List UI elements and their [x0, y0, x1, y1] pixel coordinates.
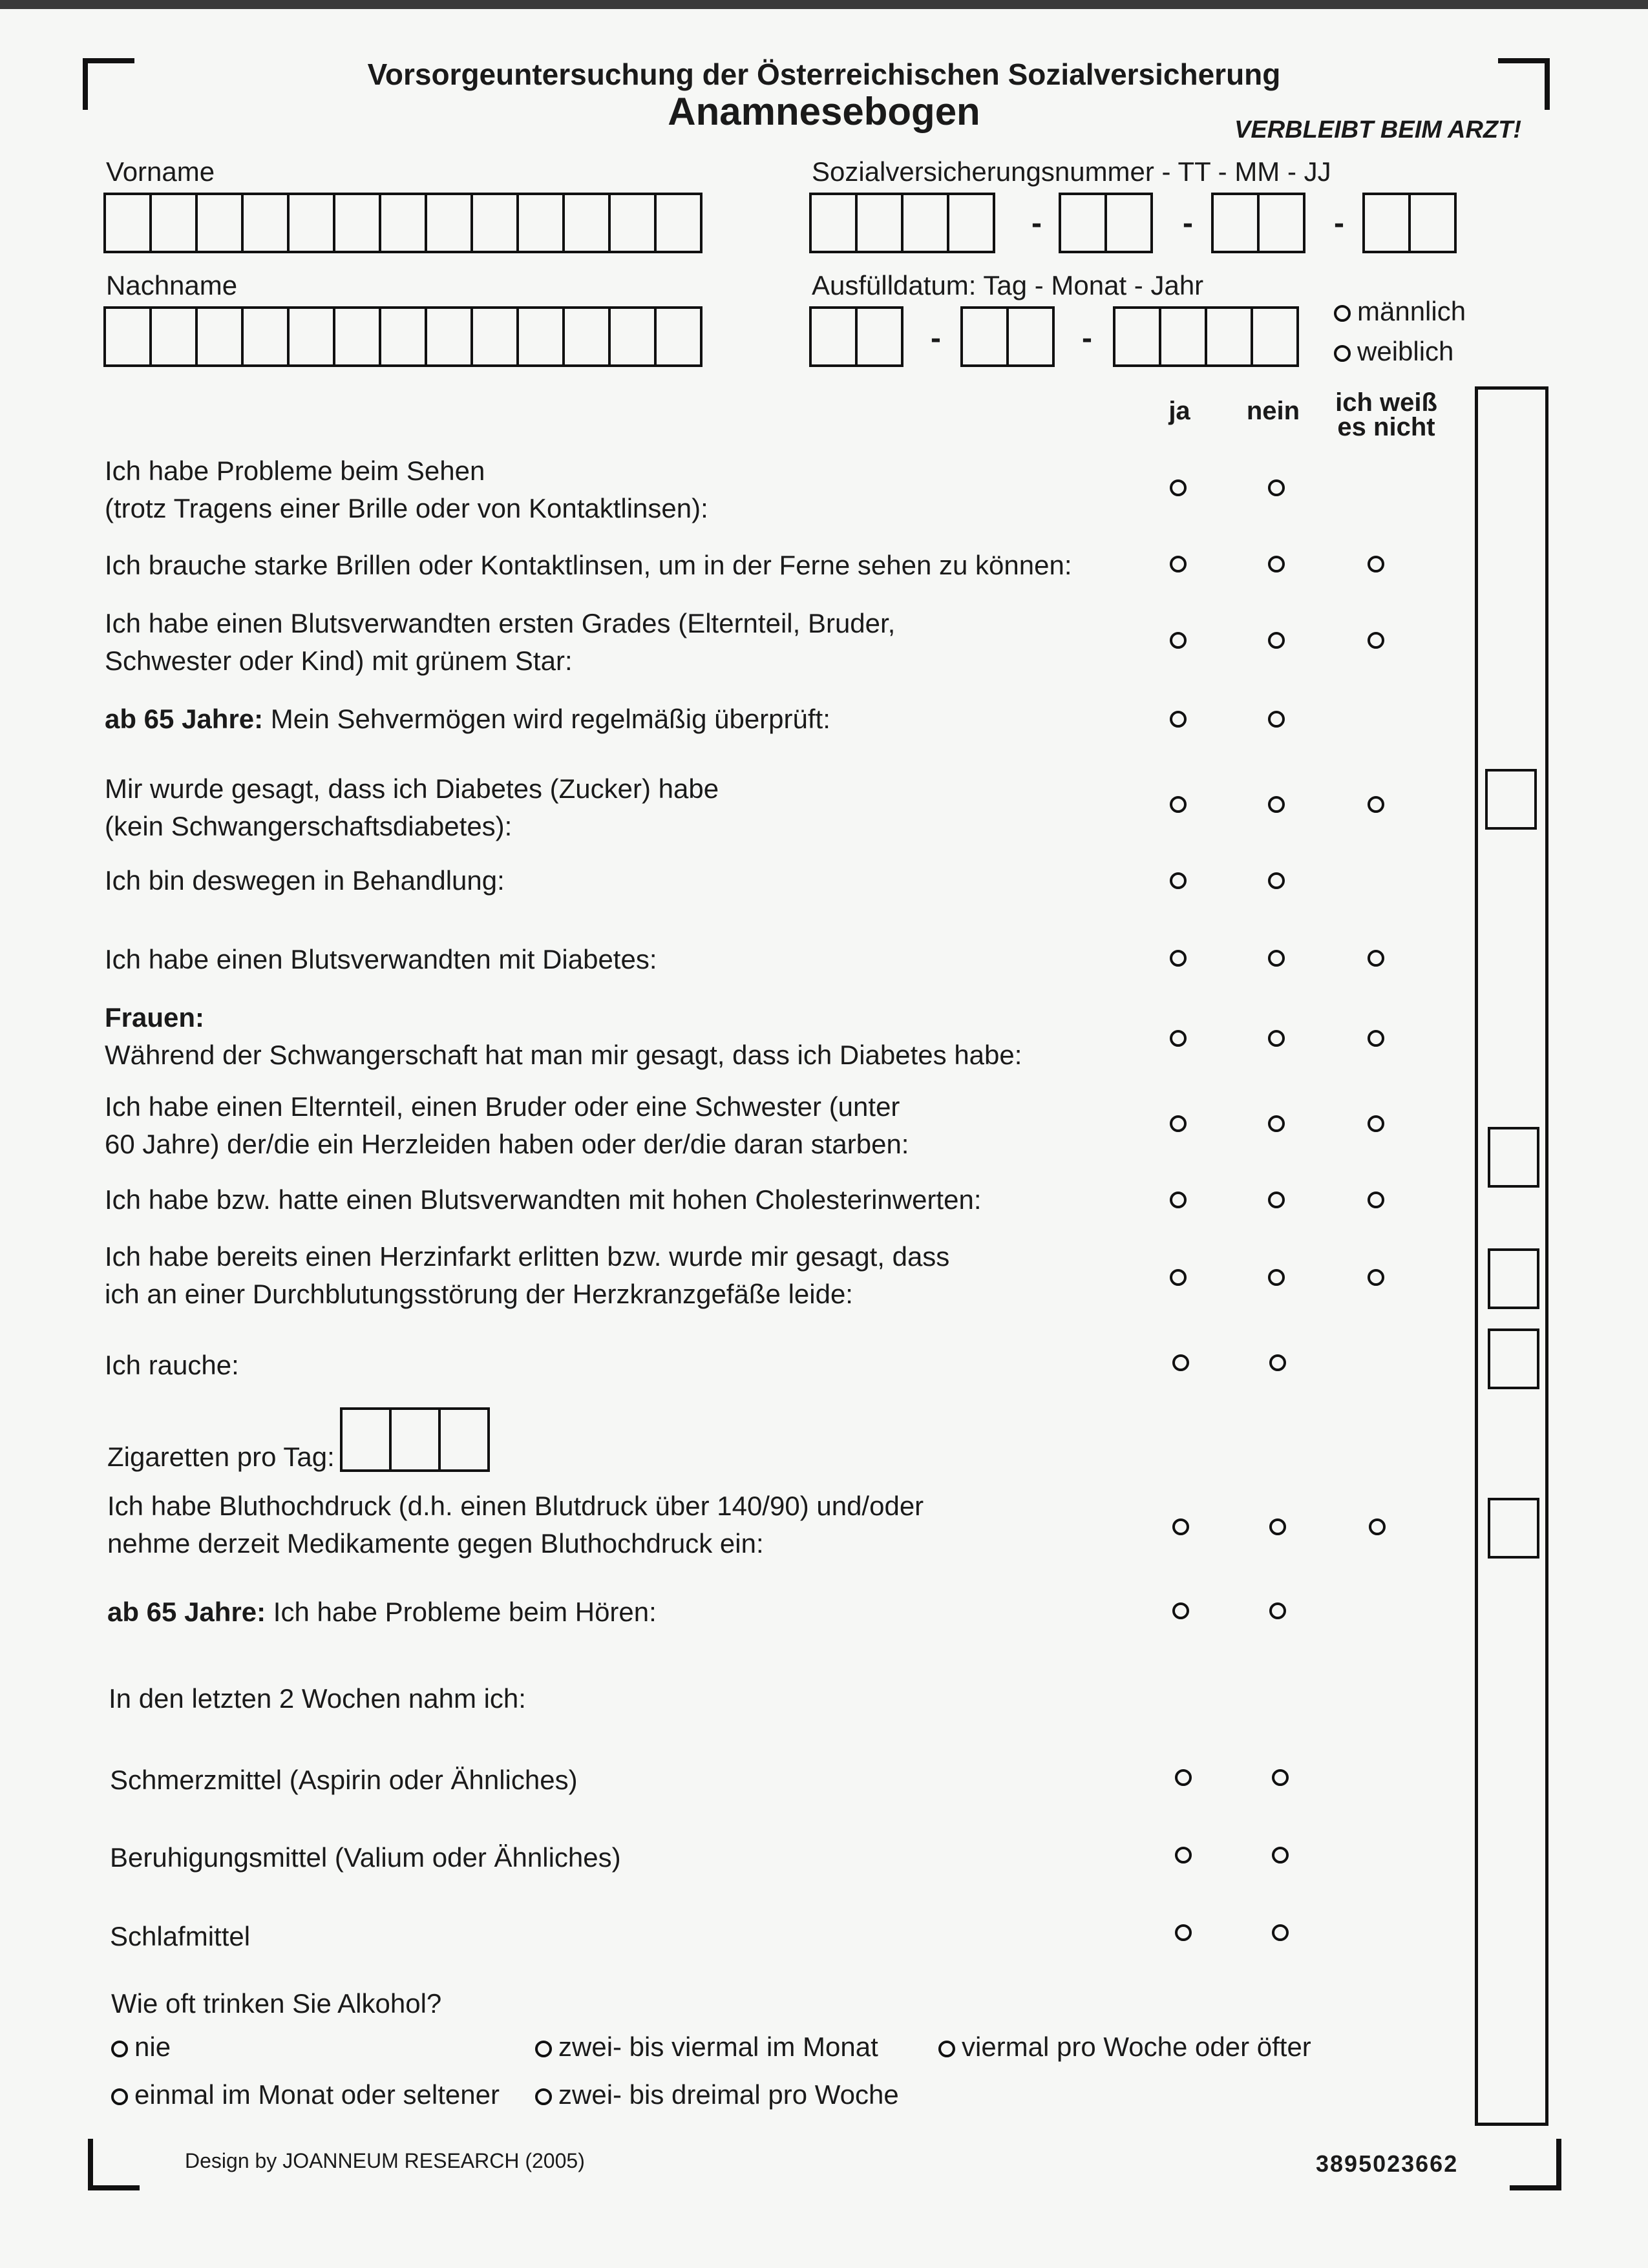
gender-male-option[interactable]	[1334, 296, 1466, 327]
datum-year-cell[interactable]	[1251, 306, 1299, 367]
answer-nein-radio[interactable]	[1268, 950, 1285, 967]
vorname-cell[interactable]	[608, 193, 657, 253]
question-behandlung	[105, 862, 505, 899]
question-medikamente-heading	[109, 1680, 526, 1717]
answer-unknown-radio[interactable]	[1368, 1030, 1384, 1047]
notice-text: VERBLEIBT BEIM ARZT!	[1234, 116, 1522, 143]
nachname-cell[interactable]	[195, 306, 244, 367]
nachname-cell[interactable]	[103, 306, 152, 367]
question-herzinfarkt	[105, 1238, 949, 1313]
answer-nein-radio[interactable]	[1268, 872, 1285, 889]
question-text: Beruhigungsmittel (Valium oder Ähnliches)	[110, 1842, 621, 1873]
col-header-line2: es nicht	[1337, 413, 1435, 441]
col-header-ja: ja	[1168, 397, 1190, 425]
nachname-cell[interactable]	[562, 306, 611, 367]
svnr-year-cell[interactable]	[1362, 193, 1411, 253]
answer-ja-radio[interactable]	[1175, 1847, 1192, 1864]
side-box[interactable]	[1485, 769, 1537, 830]
radio-circle-icon	[938, 2041, 955, 2057]
answer-ja-radio[interactable]	[1170, 711, 1187, 728]
form-subtitle: Anamnesebogen	[668, 90, 980, 133]
answer-ja-radio[interactable]	[1170, 1115, 1187, 1132]
gender-female-label: weiblich	[1357, 336, 1454, 366]
radio-circle-icon	[111, 2041, 128, 2057]
scan-top-edge	[0, 0, 1648, 9]
vorname-cell[interactable]	[654, 193, 703, 253]
question-text: Während der Schwangerschaft hat man mir gesagt, dass ich Diabetes habe:	[105, 1040, 1022, 1070]
answer-nein-radio[interactable]	[1272, 1769, 1289, 1786]
datum-year-boxes[interactable]	[1115, 306, 1299, 367]
nachname-cell[interactable]	[241, 306, 290, 367]
col-header-line1: ich weiß	[1335, 388, 1437, 417]
form-code: 3895023662	[1316, 2150, 1459, 2177]
question-text: Schwester oder Kind) mit grünem Star:	[105, 646, 573, 676]
side-box[interactable]	[1488, 1498, 1539, 1559]
question-text: Ich habe bzw. hatte einen Blutsverwandten mit hohen Cholesterinwerten:	[105, 1184, 982, 1215]
svnr-year-boxes[interactable]	[1365, 193, 1457, 253]
question-sehen	[105, 452, 708, 527]
vorname-cell[interactable]	[287, 193, 335, 253]
question-rauchen	[105, 1347, 239, 1384]
datum-day-cell[interactable]	[809, 306, 858, 367]
question-text: Ich habe einen Blutsverwandten ersten Grades (Elternteil, Bruder,	[105, 608, 896, 638]
nachname-cell[interactable]	[149, 306, 198, 367]
answer-unknown-radio[interactable]	[1368, 1192, 1384, 1208]
alcohol-question: Wie oft trinken Sie Alkohol?	[111, 1988, 442, 2019]
nachname-cell[interactable]	[379, 306, 427, 367]
answer-nein-radio[interactable]	[1268, 1115, 1285, 1132]
answer-nein-radio[interactable]	[1269, 1518, 1286, 1535]
question-bluthochdruck	[107, 1487, 924, 1562]
side-box[interactable]	[1488, 1127, 1539, 1188]
question-schlafmittel	[110, 1918, 250, 1955]
question-text: Schlafmittel	[110, 1921, 251, 1951]
answer-nein-radio[interactable]	[1269, 1354, 1286, 1371]
answer-nein-radio[interactable]	[1268, 479, 1285, 496]
question-text: Ich habe Probleme beim Hören:	[266, 1597, 657, 1627]
question-text: Ich bin deswegen in Behandlung:	[105, 865, 505, 896]
radio-circle-icon	[1334, 345, 1351, 362]
question-text: In den letzten 2 Wochen nahm ich:	[109, 1683, 526, 1714]
side-box[interactable]	[1488, 1248, 1539, 1309]
answer-ja-radio[interactable]	[1172, 1518, 1189, 1535]
vorname-boxes[interactable]	[106, 193, 703, 253]
answer-nein-radio[interactable]	[1268, 632, 1285, 649]
question-herzleiden-familie	[105, 1088, 909, 1163]
nachname-cell[interactable]	[333, 306, 381, 367]
vorname-cell[interactable]	[333, 193, 381, 253]
answer-unknown-radio[interactable]	[1368, 556, 1384, 572]
side-box[interactable]	[1488, 1328, 1539, 1389]
answer-unknown-radio[interactable]	[1368, 1115, 1384, 1132]
svnr-dash: -	[1183, 206, 1193, 240]
col-header-ich-weiss-es-nicht	[1325, 390, 1448, 439]
svnr-cell[interactable]	[855, 193, 903, 253]
nachname-cell[interactable]	[516, 306, 565, 367]
question-beruhigungsmittel	[110, 1839, 621, 1876]
answer-nein-radio[interactable]	[1268, 711, 1285, 728]
zigaretten-cell[interactable]	[340, 1407, 392, 1472]
question-text: 60 Jahre) der/die ein Herzleiden haben oder der/die daran starben:	[105, 1129, 909, 1159]
radio-circle-icon	[535, 2041, 552, 2057]
question-text: Mir wurde gesagt, dass ich Diabetes (Zucker) habe	[105, 773, 719, 804]
svnr-month-cell[interactable]	[1211, 193, 1260, 253]
answer-unknown-radio[interactable]	[1368, 950, 1384, 967]
answer-ja-radio[interactable]	[1170, 479, 1187, 496]
nachname-cell[interactable]	[470, 306, 519, 367]
alcohol-option-zwei-bis-dreimal-woche[interactable]	[535, 2079, 899, 2110]
nachname-boxes[interactable]	[106, 306, 703, 367]
corner-mark-bottom-right	[1510, 2139, 1561, 2190]
answer-ja-radio[interactable]	[1175, 1769, 1192, 1786]
nachname-cell[interactable]	[425, 306, 473, 367]
question-text: Ich habe Probleme beim Sehen	[105, 456, 485, 486]
nachname-cell[interactable]	[287, 306, 335, 367]
zigaretten-boxes[interactable]	[343, 1407, 490, 1472]
svnr-label: Sozialversicherungsnummer - TT - MM - JJ	[812, 156, 1331, 187]
question-hoeren	[107, 1593, 657, 1631]
question-text: Mein Sehvermögen wird regelmäßig überprüft:	[263, 704, 830, 734]
question-text: Ich rauche:	[105, 1350, 239, 1380]
question-gruener-star	[105, 605, 895, 680]
svnr-cell[interactable]	[809, 193, 858, 253]
question-text: Ich habe einen Elternteil, einen Bruder oder eine Schwester (unter	[105, 1091, 900, 1122]
nachname-cell[interactable]	[608, 306, 657, 367]
option-label: zwei- bis viermal im Monat	[558, 2032, 878, 2062]
datum-month-boxes[interactable]	[963, 306, 1055, 367]
answer-ja-radio[interactable]	[1170, 1269, 1187, 1286]
alcohol-option-einmal-monat[interactable]	[111, 2079, 500, 2110]
alcohol-option-viermal-woche[interactable]	[938, 2032, 1311, 2063]
svnr-day-boxes[interactable]	[1061, 193, 1153, 253]
question-text: (kein Schwangerschaftsdiabetes):	[105, 811, 512, 841]
answer-ja-radio[interactable]	[1170, 872, 1187, 889]
vorname-cell[interactable]	[425, 193, 473, 253]
answer-ja-radio[interactable]	[1170, 632, 1187, 649]
vorname-cell[interactable]	[195, 193, 244, 253]
answer-unknown-radio[interactable]	[1369, 1518, 1386, 1535]
answer-nein-radio[interactable]	[1268, 1269, 1285, 1286]
gender-female-option[interactable]	[1334, 336, 1453, 367]
vorname-cell[interactable]	[241, 193, 290, 253]
answer-ja-radio[interactable]	[1170, 796, 1187, 813]
alcohol-option-nie[interactable]	[111, 2032, 171, 2063]
answer-unknown-radio[interactable]	[1368, 632, 1384, 649]
option-label: einmal im Monat oder seltener	[134, 2079, 500, 2110]
datum-month-cell[interactable]	[1006, 306, 1055, 367]
question-diabetes	[105, 770, 719, 845]
question-schmerzmittel	[110, 1761, 578, 1799]
option-label: zwei- bis dreimal pro Woche	[558, 2079, 899, 2110]
radio-circle-icon	[111, 2088, 128, 2105]
nachname-label: Nachname	[106, 270, 238, 300]
answer-ja-radio[interactable]	[1170, 556, 1187, 572]
radio-circle-icon	[1334, 305, 1351, 322]
vorname-cell[interactable]	[103, 193, 152, 253]
zigaretten-cell[interactable]	[389, 1407, 441, 1472]
vorname-label: Vorname	[106, 156, 215, 187]
answer-unknown-radio[interactable]	[1368, 796, 1384, 813]
col-header-nein: nein	[1246, 397, 1300, 425]
answer-nein-radio[interactable]	[1268, 556, 1285, 572]
datum-dash: -	[1082, 321, 1092, 355]
svnr-month-boxes[interactable]	[1214, 193, 1305, 253]
answer-ja-radio[interactable]	[1170, 1030, 1187, 1047]
answer-nein-radio[interactable]	[1272, 1847, 1289, 1864]
gender-male-label: männlich	[1357, 296, 1466, 326]
form-title: Vorsorgeuntersuchung der Österreichischen Sozialversicherung	[367, 58, 1281, 91]
question-text: Ich habe einen Blutsverwandten mit Diabetes:	[105, 944, 657, 974]
svnr-month-cell[interactable]	[1257, 193, 1305, 253]
radio-circle-icon	[535, 2088, 552, 2105]
svnr-dash: -	[1031, 206, 1042, 240]
datum-day-boxes[interactable]	[812, 306, 903, 367]
vorname-cell[interactable]	[470, 193, 519, 253]
question-text: ich an einer Durchblutungsstörung der Herzkranzgefäße leide:	[105, 1279, 853, 1309]
answer-ja-radio[interactable]	[1172, 1602, 1189, 1619]
vorname-cell[interactable]	[516, 193, 565, 253]
question-text: Ich habe bereits einen Herzinfarkt erlitten bzw. wurde mir gesagt, dass	[105, 1241, 950, 1272]
svnr-cell[interactable]	[947, 193, 995, 253]
svnr-number-boxes[interactable]	[812, 193, 995, 253]
datum-label: Ausfülldatum: Tag - Monat - Jahr	[812, 270, 1204, 300]
alcohol-option-zwei-bis-viermal-monat[interactable]	[535, 2032, 878, 2063]
datum-month-cell[interactable]	[960, 306, 1009, 367]
datum-day-cell[interactable]	[855, 306, 903, 367]
question-text: Schmerzmittel (Aspirin oder Ähnliches)	[110, 1765, 578, 1795]
question-bold-prefix: ab 65 Jahre:	[107, 1597, 266, 1627]
question-schwangerschaft	[105, 999, 1022, 1074]
answer-unknown-radio[interactable]	[1368, 1269, 1384, 1286]
answer-ja-radio[interactable]	[1170, 950, 1187, 967]
nachname-cell[interactable]	[654, 306, 703, 367]
vorname-cell[interactable]	[149, 193, 198, 253]
question-text: (trotz Tragens einer Brille oder von Kontaktlinsen):	[105, 493, 708, 523]
answer-nein-radio[interactable]	[1268, 1030, 1285, 1047]
option-label: viermal pro Woche oder öfter	[962, 2032, 1311, 2062]
datum-year-cell[interactable]	[1159, 306, 1207, 367]
answer-ja-radio[interactable]	[1172, 1354, 1189, 1371]
question-text: Ich habe Bluthochdruck (d.h. einen Blutdruck über 140/90) und/oder	[107, 1491, 924, 1521]
question-zigaretten	[107, 1438, 335, 1476]
question-cholesterin	[105, 1181, 982, 1219]
answer-ja-radio[interactable]	[1175, 1924, 1192, 1941]
question-brille	[105, 547, 1072, 584]
answer-nein-radio[interactable]	[1269, 1602, 1286, 1619]
corner-mark-bottom-left	[88, 2139, 140, 2190]
svnr-day-cell[interactable]	[1059, 193, 1107, 253]
answer-nein-radio[interactable]	[1268, 1192, 1285, 1208]
question-text: Zigaretten pro Tag:	[107, 1442, 335, 1472]
question-text: nehme derzeit Medikamente gegen Bluthochdruck ein:	[107, 1528, 764, 1559]
question-bold-prefix: Frauen:	[105, 1002, 205, 1033]
answer-nein-radio[interactable]	[1272, 1924, 1289, 1941]
question-text: Ich brauche starke Brillen oder Kontaktlinsen, um in der Ferne sehen zu können:	[105, 550, 1072, 580]
datum-year-cell[interactable]	[1113, 306, 1161, 367]
svnr-cell[interactable]	[901, 193, 949, 253]
svnr-year-cell[interactable]	[1408, 193, 1457, 253]
vorname-cell[interactable]	[379, 193, 427, 253]
question-blutsverwandter-diabetes	[105, 941, 657, 978]
datum-year-cell[interactable]	[1205, 306, 1253, 367]
answer-nein-radio[interactable]	[1268, 796, 1285, 813]
vorname-cell[interactable]	[562, 193, 611, 253]
datum-dash: -	[931, 321, 941, 355]
answer-ja-radio[interactable]	[1170, 1192, 1187, 1208]
zigaretten-cell[interactable]	[438, 1407, 490, 1472]
question-sehvermoegen	[105, 700, 830, 738]
footer-design-credit: Design by JOANNEUM RESEARCH (2005)	[185, 2149, 585, 2172]
question-bold-prefix: ab 65 Jahre:	[105, 704, 264, 734]
svnr-dash: -	[1334, 206, 1344, 240]
svnr-day-cell[interactable]	[1104, 193, 1153, 253]
option-label: nie	[134, 2032, 171, 2062]
